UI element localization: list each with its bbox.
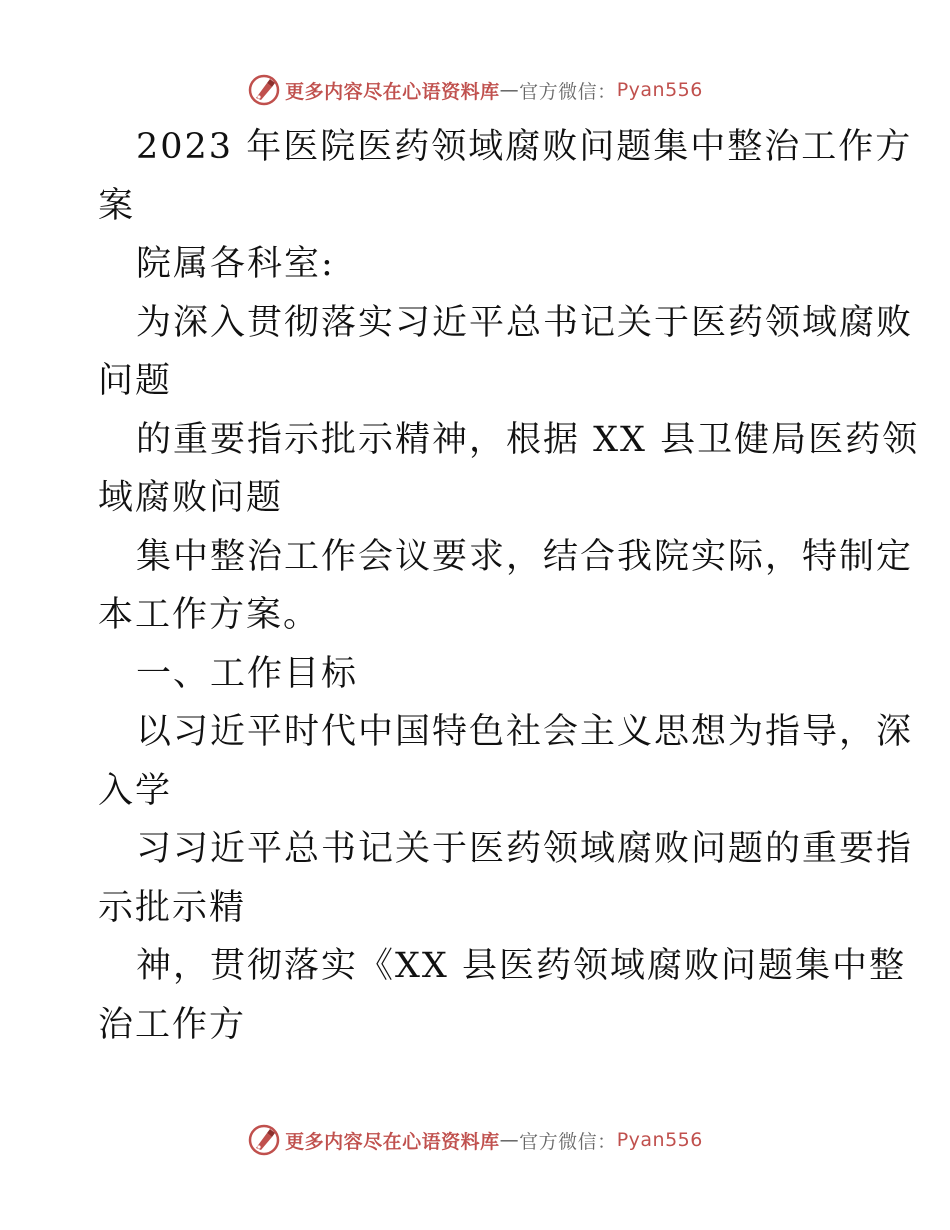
text-line: 治工作方 — [98, 1004, 247, 1045]
pen-nib-icon — [247, 73, 281, 107]
text-line: 入学 — [98, 770, 173, 811]
text-line: 的重要指示批示精神，根据 XX 县卫健局医药领 — [136, 419, 920, 460]
text-line: 神，贯彻落实《XX 县医药领域腐败问题集中整 — [136, 946, 906, 986]
header-banner — [0, 70, 950, 110]
document-title-line-1: 2023 年医院医药领域腐败问题集中整治工作方 — [136, 127, 913, 167]
text-line: 为深入贯彻落实习近平总书记关于医药领域腐败 — [136, 302, 914, 343]
banner-contact-value: Pyan556 — [616, 79, 703, 101]
banner-contact-value: Pyan556 — [616, 1129, 703, 1151]
text-line: 示批示精 — [98, 887, 247, 928]
banner-dash: — — [499, 79, 520, 101]
banner-contact-label: 官方微信： — [519, 80, 617, 103]
text-line: 本工作方案。 — [98, 595, 321, 635]
footer-banner — [0, 1120, 950, 1160]
document-title-line-2: 案 — [98, 185, 136, 226]
section-heading: 一、工作目标 — [136, 653, 359, 694]
addressee-line: 院属各科室: — [136, 244, 335, 284]
banner-main-text: 更多内容尽在心语资料库 — [285, 1130, 500, 1153]
text-line: 集中整治工作会议要求，结合我院实际，特制定 — [136, 536, 914, 577]
text-line: 习习近平总书记关于医药领域腐败问题的重要指 — [136, 829, 914, 869]
pen-nib-icon — [247, 1123, 281, 1157]
document-body — [98, 118, 920, 1054]
text-line: 以习近平时代中国特色社会主义思想为指导，深 — [136, 712, 914, 752]
text-line: 问题 — [98, 361, 173, 401]
banner-main-text: 更多内容尽在心语资料库 — [285, 80, 500, 103]
text-line: 域腐败问题 — [98, 478, 284, 518]
banner-dash: — — [499, 1129, 520, 1151]
banner-contact-label: 官方微信： — [519, 1130, 617, 1153]
